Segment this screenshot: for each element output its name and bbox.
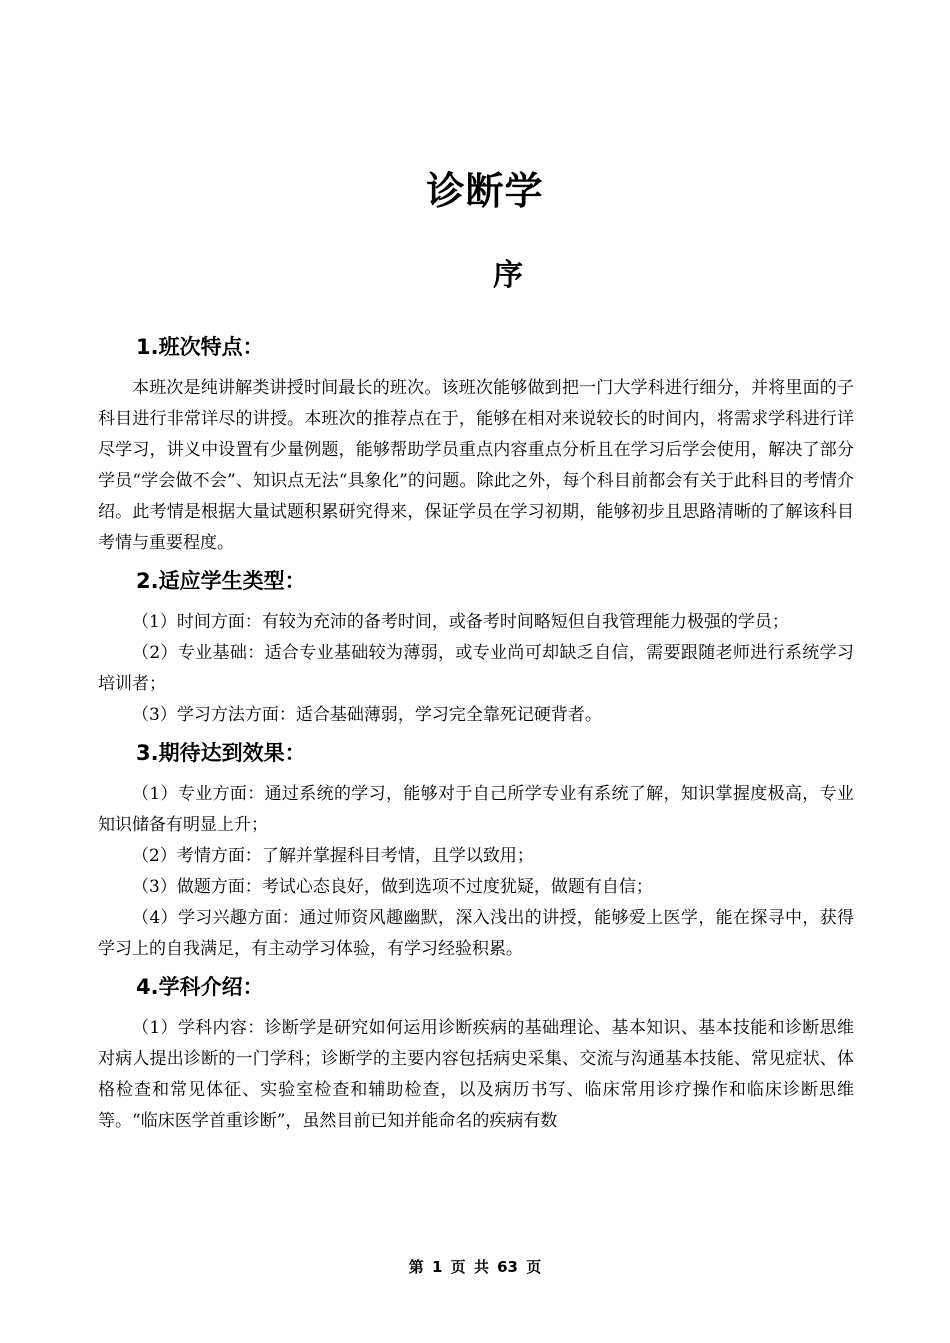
section-expected-results — [98, 739, 854, 965]
section-heading: 3.期待达到效果： — [136, 741, 306, 765]
section-student-types — [98, 567, 854, 731]
section-heading: 2.适应学生类型： — [136, 569, 306, 593]
list-item: （1）学科内容：诊断学是研究如何运用诊断疾病的基础理论、基本知识、基本技能和诊断思维对病人提出诊断的一门学科；诊断学的主要内容包括病史采集、交流与沟通基本技能、常见症状、体格检查和常见体征、实验室检查和辅助检查，以及病历书写、临床常用诊疗操作和临床诊断思维等。“临床医学首重诊断”，虽然目前已知并能命名的疾病有数 — [98, 1018, 854, 1131]
list-item: （1）专业方面：通过系统的学习，能够对于自己所学专业有系统了解，知识掌握度极高，专业知识储备有明显上升； — [98, 784, 854, 835]
page-number-footer: 第 1 页 共 63 页 — [408, 1258, 542, 1276]
section-subject-intro — [98, 973, 854, 1137]
list-item: （4）学习兴趣方面：通过师资风趣幽默，深入浅出的讲授，能够爱上医学，能在探寻中，获得学习上的自我满足，有主动学习体验，有学习经验积累。 — [98, 908, 854, 959]
list-item: （1）时间方面：有较为充沛的备考时间，或备考时间略短但自我管理能力极强的学员； — [132, 612, 789, 632]
document-title: 诊断学 — [426, 169, 544, 213]
section-class-features — [98, 333, 854, 559]
list-item: （2）考情方面：了解并掌握科目考情，且学以致用； — [132, 846, 534, 866]
list-item: （2）专业基础：适合专业基础较为薄弱，或专业尚可却缺乏自信，需要跟随老师进行系统学习培训者； — [98, 643, 854, 694]
section-paragraph: 本班次是纯讲解类讲授时间最长的班次。该班次能够做到把一门大学科进行细分，并将里面的子科目进行非常详尽的讲授。本班次的推荐点在于，能够在相对来说较长的时间内，将需求学科进行详尽学习，讲义中设置有少量例题，能够帮助学员重点内容重点分析且在学习后学会使用，解决了部分学员“学会做不会”、知识点无法“具象化”的问题。除此之外，每个科目前都会有关于此科目的考情介绍。此考情是根据大量试题积累研究得来，保证学员在学习初期，能够初步且思路清晰的了解该科目考情与重要程度。 — [98, 378, 854, 553]
section-heading: 1.班次特点： — [136, 335, 264, 359]
document-subtitle: 序 — [493, 258, 523, 293]
list-item: （3）学习方法方面：适合基础薄弱，学习完全靠死记硬背者。 — [132, 705, 602, 725]
document-body — [98, 325, 854, 1137]
list-item: （3）做题方面：考试心态良好，做到选项不过度犹疑，做题有自信； — [132, 877, 653, 897]
section-heading: 4.学科介绍： — [136, 975, 264, 999]
